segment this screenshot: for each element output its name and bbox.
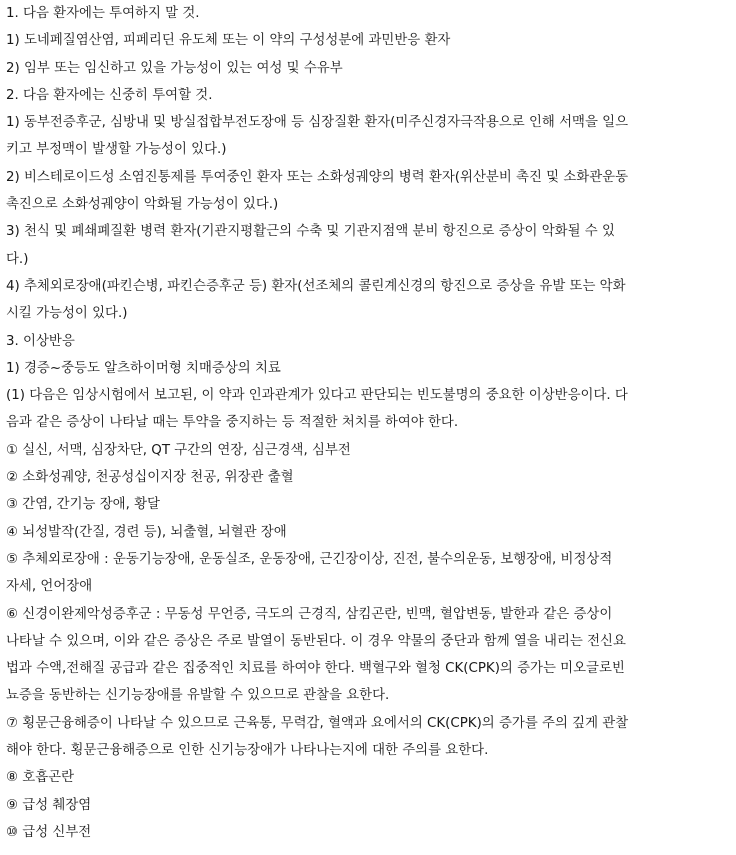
text-line: 다.) (6, 251, 29, 267)
text-line: 뇨증을 동반하는 신기능장애를 유발할 수 있으므로 관찰을 요한다. (6, 688, 390, 704)
list-item: ④ 뇌성발작(간질, 경련 등), 뇌출혈, 뇌혈관 장애 (6, 524, 287, 540)
section-heading: 2. 다음 환자에는 신중히 투여할 것. (6, 87, 213, 103)
text-line: 음과 같은 증상이 나타날 때는 투약을 중지하는 등 적절한 처치를 하여야 한다. (6, 415, 459, 431)
text-line: 해야 한다. 횡문근융해증으로 인한 신기능장애가 나타나는지에 대한 주의를 요한다. (6, 743, 489, 759)
list-item: ⑩ 급성 신부전 (6, 824, 92, 840)
text-line: 법과 수액,전해질 공급과 같은 집중적인 치료를 하여야 한다. 백혈구와 혈청 CK(CPK)의 증가는 미오글로빈 (6, 661, 625, 677)
list-item: ⑧ 호흡곤란 (6, 770, 75, 786)
section-heading: 3. 이상반응 (6, 333, 75, 349)
text-line: 나타날 수 있으며, 이와 같은 증상은 주로 발열이 동반된다. 이 경우 약물의 중단과 함께 열을 내리는 전신요 (6, 633, 626, 649)
text-line: (1) 다음은 임상시험에서 보고된, 이 약과 인과관계가 있다고 판단되는 빈도불명의 중요한 이상반응이다. 다 (6, 388, 628, 404)
text-line: 키고 부정맥이 발생할 가능성이 있다.) (6, 142, 227, 158)
list-item: ⑥ 신경이완제악성증후군 : 무동성 무언증, 극도의 근경직, 삼킴곤란, 빈맥, 혈압변동, 발한과 같은 증상이 (6, 606, 613, 622)
text-line: 2) 임부 또는 임신하고 있을 가능성이 있는 여성 및 수유부 (6, 60, 343, 76)
list-item: ⑤ 추체외로장애 : 운동기능장애, 운동실조, 운동장애, 근긴장이상, 진전, 불수의운동, 보행장애, 비정상적 (6, 551, 613, 567)
text-line: 시킬 가능성이 있다.) (6, 306, 128, 322)
text-line: 1) 도네페질염산염, 피페리딘 유도체 또는 이 약의 구성성분에 과민반응 환자 (6, 33, 451, 49)
text-line: 4) 추체외로장애(파킨슨병, 파킨슨증후군 등) 환자(선조체의 콜린계신경의 항진으로 증상을 유발 또는 악화 (6, 278, 626, 294)
section-heading: 1. 다음 환자에는 투여하지 말 것. (6, 6, 200, 21)
text-line: 2) 비스테로이드성 소염진통제를 투여중인 환자 또는 소화성궤양의 병력 환자(위산분비 촉진 및 소화관운동 (6, 169, 629, 185)
text-line: 자세, 언어장애 (6, 579, 93, 595)
text-line: 1) 경증~중등도 알츠하이머형 치매증상의 치료 (6, 360, 281, 376)
text-line: 촉진으로 소화성궤양이 악화될 가능성이 있다.) (6, 197, 279, 213)
list-item: ⑦ 횡문근융해증이 나타날 수 있으므로 근육통, 무력감, 혈액과 요에서의 CK(CPK)의 증가를 주의 깊게 관찰 (6, 715, 629, 731)
list-item: ③ 간염, 간기능 장애, 황달 (6, 497, 160, 513)
list-item: ① 실신, 서맥, 심장차단, QT 구간의 연장, 심근경색, 심부전 (6, 442, 351, 458)
text-line: 1) 동부전증후군, 심방내 및 방실접합부전도장애 등 심장질환 환자(미주신경자극작용으로 인해 서맥을 일으 (6, 115, 629, 131)
list-item: ⑨ 급성 췌장염 (6, 797, 92, 813)
text-line: 3) 천식 및 폐쇄폐질환 병력 환자(기관지평활근의 수축 및 기관지점액 분비 항진으로 증상이 악화될 수 있 (6, 224, 615, 240)
list-item: ② 소화성궤양, 천공성십이지장 천공, 위장관 출혈 (6, 470, 294, 486)
